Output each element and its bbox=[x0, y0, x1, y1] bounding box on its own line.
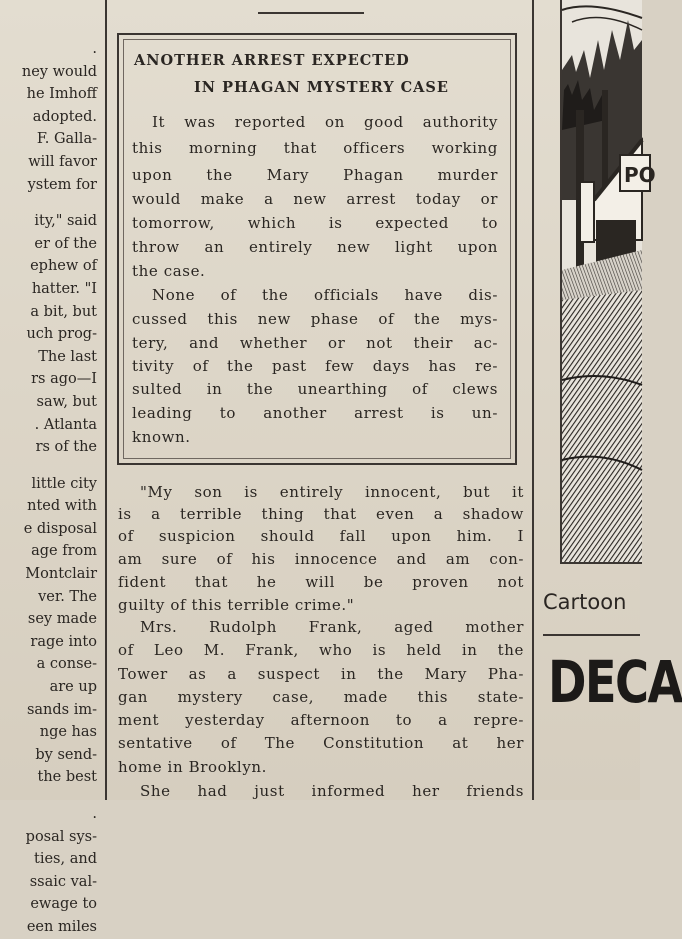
article-headline-line-1: ANOTHER ARREST EXPECTED bbox=[134, 52, 410, 69]
left-line: a conse- bbox=[36, 656, 97, 673]
left-gap bbox=[0, 459, 100, 473]
left-line: uch prog- bbox=[26, 326, 97, 343]
column-rule-left bbox=[105, 0, 107, 800]
article-body-line: leading to another arrest is un- bbox=[132, 404, 498, 422]
left-line: ver. The bbox=[38, 588, 97, 605]
left-line: e disposal bbox=[23, 520, 97, 537]
article-body-line: throw an entirely new light upon bbox=[132, 238, 498, 256]
left-line: sands im- bbox=[26, 701, 97, 718]
left-line: ewage to bbox=[30, 896, 97, 913]
main-story-line: is a terrible thing that even a shadow bbox=[118, 505, 524, 523]
main-story-line: am sure of his innocence and am con- bbox=[118, 550, 524, 568]
left-line: will favor bbox=[28, 153, 97, 170]
left-line: a bit, but bbox=[30, 303, 97, 320]
main-story-line: fident that he will be proven not bbox=[118, 573, 524, 591]
left-line: ssaic val- bbox=[29, 873, 97, 890]
main-story-line: of suspicion should fall upon him. I bbox=[118, 527, 524, 545]
left-line: . bbox=[92, 41, 97, 57]
left-line: rage into bbox=[30, 633, 97, 650]
left-line: ties, and bbox=[34, 851, 97, 868]
right-column-rule bbox=[543, 634, 640, 636]
article-body-line: cussed this new phase of the mys- bbox=[132, 310, 498, 328]
left-line: he Imhoff bbox=[26, 86, 97, 103]
article-body-line: tery, and whether or not their ac- bbox=[132, 334, 498, 352]
left-line: little city bbox=[31, 475, 97, 492]
main-story-line: home in Brooklyn. bbox=[118, 758, 268, 776]
article-body-line: None of the officials have dis- bbox=[152, 286, 498, 304]
article-body-line: upon the Mary Phagan murder bbox=[132, 166, 498, 184]
left-line: ephew of bbox=[30, 258, 97, 275]
cartoon-illustration bbox=[560, 0, 656, 564]
left-line: saw, but bbox=[36, 393, 97, 410]
main-story-line: She had just informed her friends bbox=[140, 782, 524, 800]
left-line: age from bbox=[31, 543, 97, 560]
left-line: F. Galla- bbox=[36, 131, 97, 148]
main-story-line: ment yesterday afternoon to a repre- bbox=[118, 711, 524, 729]
article-headline-line-2: IN PHAGAN MYSTERY CASE bbox=[194, 79, 449, 96]
left-line: nge has bbox=[39, 724, 97, 741]
article-body-line: would make a new arrest today or bbox=[132, 190, 498, 208]
section-top-rule bbox=[258, 12, 364, 14]
left-gap bbox=[0, 196, 100, 210]
left-line: The last bbox=[38, 348, 97, 365]
left-line: er of the bbox=[34, 235, 97, 252]
left-line: posal sys- bbox=[25, 828, 97, 845]
left-line: ystem for bbox=[27, 176, 97, 193]
left-column-text bbox=[0, 38, 100, 939]
article-body-line: this morning that officers working bbox=[132, 139, 498, 157]
article-body-line: tivity of the past few days has re- bbox=[132, 357, 498, 375]
article-body-line: the case. bbox=[132, 262, 206, 280]
left-line: een miles bbox=[26, 918, 97, 935]
left-line: adopted. bbox=[32, 108, 97, 125]
article-body-line: known. bbox=[132, 428, 191, 446]
right-column-headline: DECA bbox=[548, 648, 682, 716]
left-line: are up bbox=[49, 679, 97, 696]
left-gap bbox=[0, 789, 100, 803]
main-story-line: guilty of this terrible crime." bbox=[118, 596, 355, 614]
main-story-line: of Leo M. Frank, who is held in the bbox=[118, 641, 524, 659]
left-line: . bbox=[92, 806, 97, 822]
main-story-line: gan mystery case, made this state- bbox=[118, 688, 524, 706]
left-line: rs ago—I bbox=[31, 371, 97, 388]
left-line: nted with bbox=[27, 498, 97, 515]
main-story-line: Tower as a suspect in the Mary Pha- bbox=[118, 665, 524, 683]
left-line: ney would bbox=[21, 63, 97, 80]
column-rule-right bbox=[532, 0, 534, 800]
left-line: ity," said bbox=[34, 213, 97, 230]
article-body-line: tomorrow, which is expected to bbox=[132, 214, 498, 232]
main-story-line: Mrs. Rudolph Frank, aged mother bbox=[140, 618, 524, 636]
main-story-line: sentative of The Constitution at her bbox=[118, 734, 524, 752]
main-story-line: "My son is entirely innocent, but it bbox=[140, 483, 524, 501]
article-body-line: sulted in the unearthing of clews bbox=[132, 380, 498, 398]
cartoon-drawing bbox=[562, 0, 656, 562]
left-line: sey made bbox=[27, 611, 97, 628]
left-line: hatter. "I bbox=[31, 280, 97, 297]
left-line: Montclair bbox=[25, 566, 97, 583]
cartoon-caption: Cartoon bbox=[543, 590, 627, 614]
cartoon-sign-text: PO bbox=[624, 163, 656, 187]
left-line: rs of the bbox=[35, 439, 97, 456]
left-line: . Atlanta bbox=[34, 416, 97, 433]
article-body-line: It was reported on good authority bbox=[152, 113, 498, 131]
left-line: by send- bbox=[35, 746, 97, 763]
left-line: the best bbox=[37, 769, 97, 786]
